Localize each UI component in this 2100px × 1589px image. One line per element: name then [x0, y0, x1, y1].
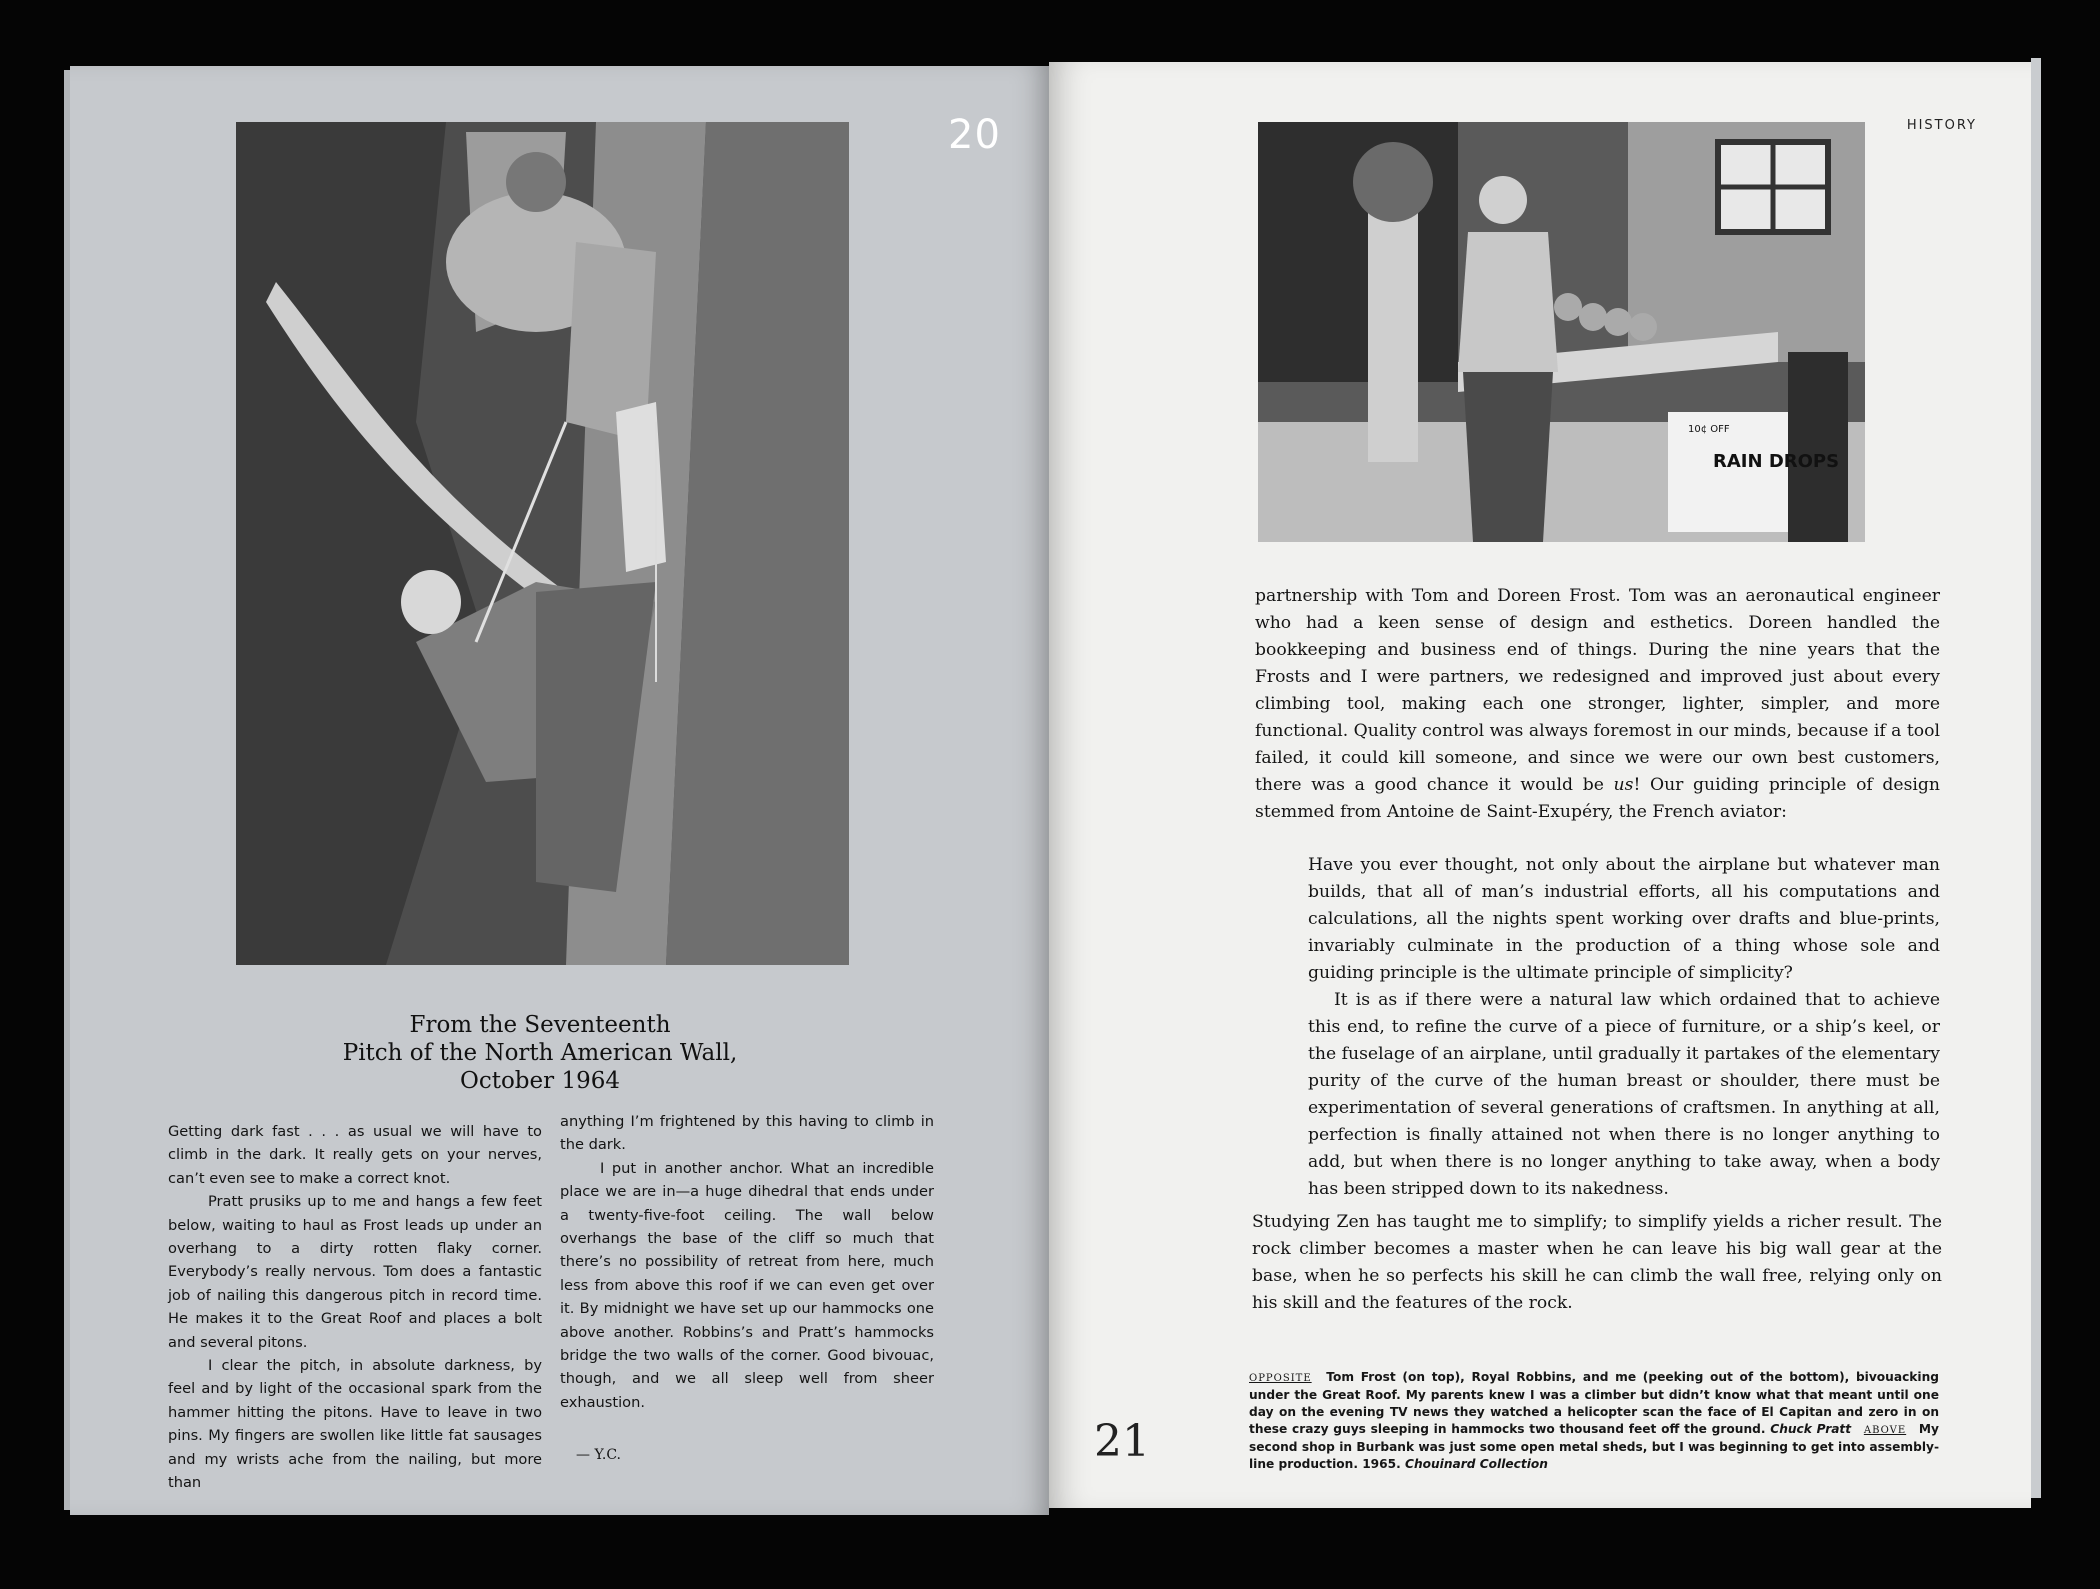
- quote-paragraph: It is as if there were a natural law which ordained that to achieve this end, to refine the curve of a piece of furniture, or a ship’s keel, or the fuselage of an airplane, until gradually it partakes of the elementary purity of the curve of the human breast or shoulder, there must be experimentation of several generations of craftsmen. In anything at all, perfection is finally attained not when there is no longer anything to add, but when there is no longer anything to take away, when a body has been stripped down to its nakedness.: [1308, 990, 1940, 1199]
- paragraph: Studying Zen has taught me to simplify; to simplify yields a richer result. The rock climber becomes a master when he can leave his big wall gear at the base, when he so perfects his skill he can climb the wall free, relying only on his skill and the features of the rock.: [1252, 1212, 1942, 1313]
- caption-text: My second shop in Burbank was just some open metal sheds, but I was beginning to get into assembly-line production. 1965.: [1249, 1422, 1939, 1471]
- box-label: RAIN DROPS: [1713, 451, 1840, 472]
- article-title: [230, 1011, 850, 1095]
- caption-tag-opposite: OPPOSITE: [1249, 1373, 1312, 1384]
- left-page: [70, 66, 1049, 1515]
- paragraph: I put in another anchor. What an incredible place we are in—a huge dihedral that ends under a twenty-five-foot ceiling. The wall below overhangs the base of the cliff so much that there’s no possibility of retreat from here, much less from above this roof if we can even get over it. By midnight we have set up our hammocks one above another. Robbins’s and Pratt’s hammocks bridge the two walls of the corner. Good bivouac, though, and we all sleep well from sheer exhaustion.: [560, 1159, 934, 1411]
- main-paragraph: [1255, 583, 1940, 826]
- page-number: 20: [948, 112, 1001, 158]
- quote-paragraph: Have you ever thought, not only about the airplane but whatever man builds, that all of man’s industrial efforts, all his computations and calculations, all the nights spent working over drafts and blue-prints, invariably culminate in the production of a thing whose sole and guiding principle is the ultimate principle of simplicity?: [1308, 855, 1940, 983]
- box-label-top: 10¢ OFF: [1688, 424, 1730, 435]
- climbers-hammock-photo: [236, 122, 849, 965]
- main-text-emphasis: us: [1613, 775, 1634, 795]
- main-text-after: ! Our guiding principle of design stemmed from Antoine de Saint-Exupéry, the French aviator:: [1255, 775, 1940, 822]
- caption-credit: Chouinard Collection: [1405, 1457, 1548, 1471]
- title-line: From the Seventeenth: [409, 1012, 671, 1038]
- workshop-illustration: [1258, 122, 1865, 542]
- block-quote: [1308, 852, 1940, 1203]
- book-edge-right: [2031, 58, 2041, 1498]
- signoff: — Y.C.: [576, 1447, 622, 1464]
- paragraph: Pratt prusiks up to me and hangs a few feet below, waiting to haul as Frost leads up under an overhang to a dirty rotten flaky corner. Everybody’s really nervous. Tom does a fantastic job of nailing this dangerous pitch in record time. He makes it to the Great Roof and places a bolt and several pitons.: [168, 1193, 542, 1351]
- title-line: October 1964: [459, 1068, 620, 1094]
- caption-tag-above: ABOVE: [1863, 1425, 1907, 1436]
- closing-paragraph: [1252, 1209, 1942, 1317]
- title-line: Pitch of the North American Wall,: [342, 1040, 738, 1066]
- paragraph: Getting dark fast . . . as usual we will have to climb in the dark. It really gets on your nerves, can’t even see to make a correct knot.: [168, 1123, 542, 1187]
- journal-column-2: [560, 1110, 934, 1468]
- paragraph: I clear the pitch, in absolute darkness, by feel and by light of the occasional spark from the hammer hitting the pitons. Have to leave in two pins. My fingers are swollen like little fat sausages and my wrists ache from the nailing, but more than: [168, 1357, 542, 1492]
- page-number: 21: [1094, 1416, 1150, 1467]
- caption-credit: Chuck Pratt: [1770, 1422, 1852, 1436]
- main-text-before: partnership with Tom and Doreen Frost. Tom was an aeronautical engineer who had a keen sense of design and esthetics. Doreen handled the bookkeeping and business end of things. During the nine years that the Frosts and I were partners, we redesigned and improved just about every climbing tool, making each one stronger, lighter, simpler, and more functional. Quality control was always foremost in our minds, because if a tool failed, it could kill someone, and since we were our own best customers, there was a good chance it would be: [1255, 586, 1940, 795]
- right-page: [1049, 62, 2031, 1508]
- photo-caption: [1249, 1369, 1939, 1473]
- paragraph: anything I’m frightened by this having to climb in the dark.: [560, 1113, 934, 1154]
- caption-text: Tom Frost (on top), Royal Robbins, and me (peeking out of the bottom), bivouacking under the Great Roof. My parents knew I was a climber but didn’t know what that meant until one day on the evening TV news they watched a helicopter scan the face of El Capitan and zero in on these crazy guys sleeping in hammocks two thousand feet off the ground.: [1249, 1370, 1939, 1436]
- climbers-hammock-illustration: [236, 122, 849, 965]
- journal-column-1: [168, 1120, 542, 1495]
- workshop-photo: [1258, 122, 1865, 542]
- section-label: HISTORY: [1906, 118, 1977, 133]
